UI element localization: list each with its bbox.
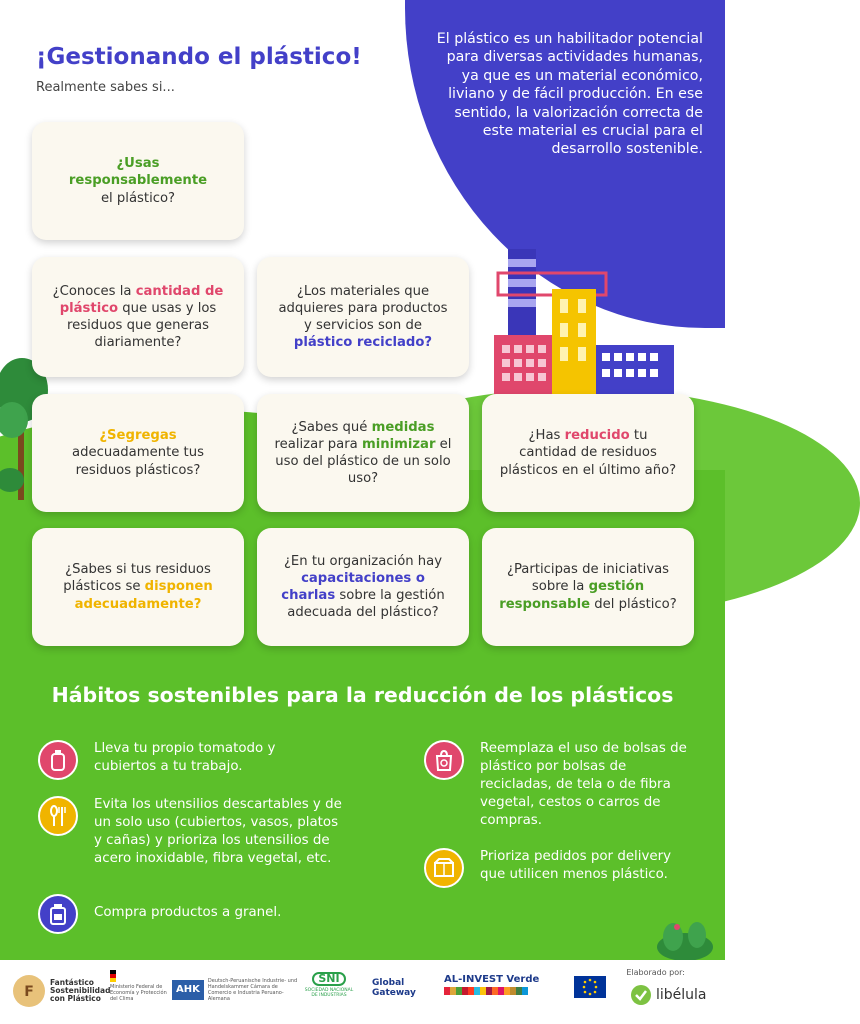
page-subtitle: Realmente sabes si... [36, 80, 175, 95]
logo-fsp: F Fantástico Sostenibilidad con Plástico [12, 974, 112, 1008]
question-card-2: ¿Conoces la cantidad de plástico que usas y los residuos que generas diariamente? [32, 257, 244, 377]
cutlery-icon [38, 796, 78, 836]
logo-libelula: libélula [630, 984, 720, 1006]
recycle-bag-icon [424, 740, 464, 780]
question-card-6: ¿Has reducido tu cantidad de residuos plásticos en el último año? [482, 394, 694, 512]
bulk-jar-icon [38, 894, 78, 934]
sdg-color-strip [444, 987, 528, 995]
libelula-logo-icon [630, 984, 652, 1006]
question-card-7: ¿Sabes si tus residuos plásticos se disponen adecuadamente? [32, 528, 244, 646]
svg-text:F: F [24, 984, 34, 1000]
question-card-4: ¿Segregas adecuadamente tus residuos plásticos? [32, 394, 244, 512]
delivery-box-icon [424, 848, 464, 888]
logo-al-invest: AL-INVEST Verde [444, 976, 566, 995]
bush-illustration [655, 915, 715, 960]
habits-title: Hábitos sostenibles para la reducción de los plásticos [51, 683, 674, 707]
question-card-9: ¿Participas de iniciativas sobre la gestión responsable del plástico? [482, 528, 694, 646]
elaborado-label: Elaborado por: [626, 968, 685, 977]
intro-paragraph: El plástico es un habilitador potencial para diversas actividades humanas, ya que es un material económico, liviano y de fácil producción. En ese sentido, la valorización correcta de este material es crucial para el desarrollo sostenible. [436, 31, 703, 158]
logo-global-gateway: Global Gateway [372, 978, 416, 998]
bottle-icon [38, 740, 78, 780]
question-card-8: ¿En tu organización hay capacitaciones o charlas sobre la gestión adecuada del plástico? [257, 528, 469, 646]
question-card-5: ¿Sabes qué medidas realizar para minimizar el uso del plástico de un solo uso? [257, 394, 469, 512]
german-flag-icon [110, 970, 116, 982]
question-card-1: ¿Usas responsablemente el plástico? [32, 122, 244, 240]
habit-item-delivery: Prioriza pedidos por delivery que utilicen menos plástico. [424, 848, 714, 888]
logo-ministry: Ministerio Federal de Economía y Protección del Clima [110, 970, 168, 1002]
page-title: ¡Gestionando el plástico! [36, 44, 362, 70]
habit-item-bags: Reemplaza el uso de bolsas de plástico por bolsas de recicladas, de tela o de fibra vegetal, cestos o carros de compras. [424, 740, 714, 830]
logo-sni: SNI SOCIEDAD NACIONAL DE INDUSTRIAS [304, 972, 354, 998]
logo-ahk: AHK Deutsch-Peruanische Industrie- und Handelskammer Cámara de Comercio e Industria Peruano-Alemana [172, 978, 300, 1002]
factory-illustration [490, 245, 680, 395]
habit-item-bulk: Compra productos a granel. [38, 894, 358, 934]
habit-item-cutlery: Evita los utensilios descartables y de un solo uso (cubiertos, vasos, platos y cañas) y prioriza los utensilios de acero inoxidable, fibra vegetal, etc. [38, 796, 358, 868]
eu-flag-icon [574, 976, 606, 998]
question-card-3: ¿Los materiales que adquieres para productos y servicios son de plástico reciclado? [257, 257, 469, 377]
fsp-logo-icon [12, 974, 46, 1008]
habit-item-bottle: Lleva tu propio tomatodo y cubiertos a tu trabajo. [38, 740, 358, 780]
